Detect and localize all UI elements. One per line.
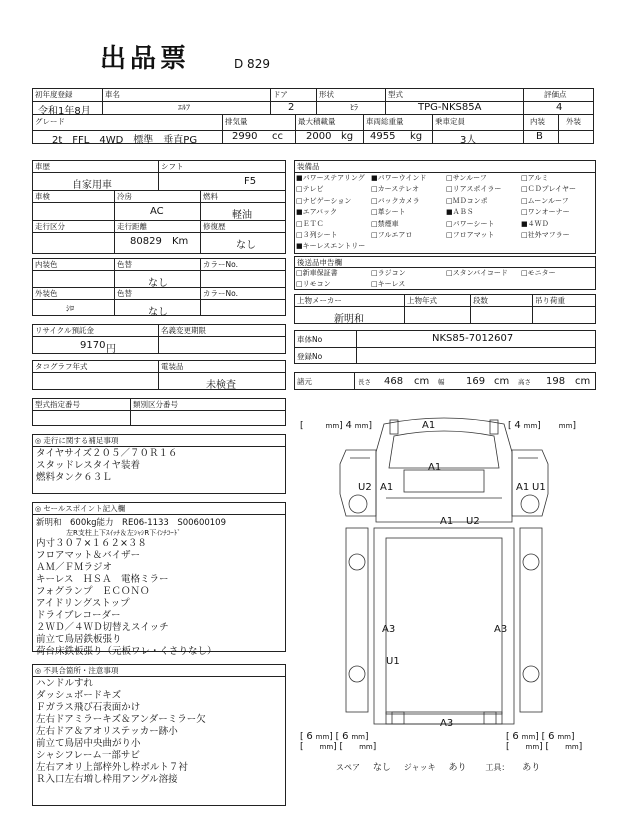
- ext-color-label: 外装色: [35, 289, 58, 298]
- inspection-label: 車検: [35, 192, 50, 201]
- mark-right-mirror: U1: [532, 482, 546, 493]
- sales-line: 前立て鳥居鉄板張り: [36, 634, 122, 645]
- equipment-item: □リアスポイラー: [446, 185, 502, 194]
- model-value: TPG-NKS85A: [418, 102, 482, 113]
- gvw-value: 4955: [370, 131, 396, 142]
- equipment-item: ■エアバック: [296, 208, 338, 217]
- class-number-label: 類別区分番号: [133, 400, 178, 409]
- defect-title: ◎ 不具合箇所・注意事項: [35, 666, 119, 675]
- cooler-label: 冷房: [117, 192, 132, 201]
- equipment-item: □キーレス: [371, 280, 406, 288]
- equipment-item: □新車保証書: [296, 269, 338, 277]
- spare-label: スペア: [336, 763, 360, 772]
- shape-label: 形状: [319, 90, 334, 99]
- equipment-item: □スタンバイコード: [446, 269, 508, 277]
- repair-label: 修復歴: [203, 222, 226, 231]
- interior-grade: B: [536, 131, 543, 142]
- mark-left-gate: A3: [382, 624, 396, 635]
- max-load-label: 最大積載量: [298, 117, 336, 126]
- running-line: 燃料タンク６３Ｌ: [36, 472, 112, 483]
- history-label: 車歴: [35, 162, 50, 171]
- interior-label: 内装: [530, 117, 545, 126]
- equipment-item: □バックカメラ: [371, 196, 420, 205]
- door-label: ドア: [273, 90, 288, 99]
- defect-line: 左右ドア＆アオリステッカー跡小: [36, 726, 178, 737]
- equipment-item: □ＭＤコンポ: [446, 196, 488, 205]
- history-value: 自家用車: [72, 180, 112, 191]
- mileage-unit: Km: [172, 236, 189, 247]
- width-value: 169: [466, 376, 486, 387]
- cooler-value: AC: [150, 206, 164, 217]
- equipment-item: □サンルーフ: [446, 174, 487, 182]
- equipment-title: 装備品: [297, 162, 320, 171]
- sales-line: フォグランプ ＥＣＯＮＯ: [36, 586, 150, 597]
- equipment-item: □ナビゲーション: [296, 196, 352, 205]
- grade-label: グレード: [35, 117, 65, 126]
- defect-notes: [36, 678, 206, 786]
- mark-rear-gate: A3: [440, 718, 454, 729]
- mark-front-gate-1: A1: [440, 516, 454, 527]
- int-color-change: なし: [148, 278, 168, 289]
- equipment-item: □モニター: [521, 269, 556, 277]
- equipment-item: □パワーシート: [446, 219, 495, 228]
- mark-right-door: A1: [516, 482, 530, 493]
- hoist-label: 吊り荷重: [535, 296, 565, 305]
- defect-line: Ｒ入口左右増し枠用アングル溶接: [36, 774, 178, 785]
- exterior-label: 外装: [566, 117, 581, 126]
- sales-line: アイドリングストップ: [36, 598, 130, 609]
- tire-front-right: [ 4 mm] mm]: [508, 420, 576, 431]
- running-line: タイヤサイズ２０５／７０Ｒ１６: [36, 448, 178, 459]
- name-change-label: 名義変更期限: [161, 326, 206, 335]
- gvw-label: 車両総重量: [366, 117, 404, 126]
- defect-line: 左右ドアミラーキズ＆アンダーミラー欠: [36, 714, 206, 725]
- equipment-item: □禁煙車: [371, 219, 399, 228]
- equipment-item: □テレビ: [296, 185, 324, 194]
- maker-value: 新明和: [334, 314, 364, 325]
- first-reg-value: 令和1年8月: [38, 106, 91, 117]
- mark-front-glass: A1: [422, 420, 436, 431]
- sales-line: ＡＭ／ＦＭラジオ: [36, 562, 113, 573]
- accessories-row: [336, 760, 540, 773]
- chassis-value: NKS85-7012607: [432, 333, 514, 344]
- mark-left-door: A1: [380, 482, 394, 493]
- gvw-unit: kg: [410, 131, 423, 142]
- fuel-value: 軽油: [232, 210, 252, 221]
- shift-label: シフト: [161, 162, 184, 171]
- length-label: 長さ: [358, 378, 371, 386]
- defect-line: 前立て鳥居中央曲がり小: [36, 738, 141, 749]
- equipment-item: □ＥＴＣ: [296, 219, 324, 228]
- running-notes: [36, 448, 178, 484]
- equipment-item: □ＣＤプレイヤー: [521, 185, 576, 194]
- equipment-item: □カーステレオ: [371, 185, 419, 194]
- dims-label: 諸元: [297, 377, 312, 386]
- eval-value: 4: [556, 102, 563, 113]
- jack-label: ジャッキ: [403, 763, 436, 772]
- running-notes-title: ◎ 走行に関する補足事項: [35, 436, 119, 445]
- displacement-label: 排気量: [225, 117, 248, 126]
- width-unit: cm: [494, 376, 510, 387]
- mark-right-gate: A3: [494, 624, 508, 635]
- mark-front-gate-2: U2: [466, 516, 480, 527]
- ext-color-change-label: 色替: [117, 289, 132, 298]
- capacity-label: 乗車定員: [435, 117, 465, 126]
- body-year-label: 上物年式: [407, 296, 437, 305]
- recycle-unit: 円: [106, 344, 116, 355]
- equipment-item: ■キーレスエントリー: [296, 242, 366, 251]
- after-items-title: 後送品申告欄: [297, 258, 342, 267]
- height-label: 高さ: [518, 378, 531, 386]
- mileage-value: 80829: [130, 236, 162, 247]
- eval-label: 評価点: [544, 90, 567, 99]
- equipment-item: □アルミ: [521, 174, 549, 182]
- length-value: 468: [384, 376, 404, 387]
- model-cert-label: 型式指定番号: [35, 400, 80, 409]
- running-line: スタッドレスタイヤ装着: [36, 460, 141, 471]
- int-color-change-label: 色替: [117, 260, 132, 269]
- sales-line: 荷台床鉄板張り（元板ワレ・くさりなし）: [36, 646, 217, 657]
- tire-rear-left: [ 6 mm] [ 6 mm] [ mm] [ mm]: [300, 731, 377, 752]
- equipment-item: □革シート: [371, 208, 406, 217]
- registration-label: 登録No: [297, 352, 323, 361]
- sales-line: フロアマット＆バイザー: [36, 550, 141, 561]
- equipment-item: ■ＡＢＳ: [446, 208, 474, 217]
- car-name-value: ｴﾙﾌ: [178, 103, 190, 112]
- int-color-label: 内装色: [35, 260, 58, 269]
- shape-value: ﾋﾗ: [350, 103, 358, 112]
- sales-line: 内寸３０７×１６２×３８: [36, 538, 147, 549]
- defect-line: 左右アオリ上部梓外し枠ボルト７衬: [36, 762, 188, 773]
- page-title: 出品票: [100, 44, 191, 74]
- recycle-value: 9170: [80, 340, 106, 351]
- equipment-item: □ワンオーナー: [521, 208, 570, 217]
- capacity-value: 3人: [460, 135, 477, 146]
- sales-line: 新明和 600kg能力 RE06-1133 S00600109: [36, 518, 226, 528]
- recycle-label: リサイクル預託金: [35, 326, 94, 335]
- shift-value: F5: [244, 176, 257, 187]
- ext-color-value: ｼﾛ: [66, 304, 74, 313]
- mark-left-mirror: U2: [358, 482, 372, 493]
- height-value: 198: [546, 376, 566, 387]
- sales-line: ２ＷＤ／４ＷＤ切替えスイッチ: [36, 622, 169, 633]
- sales-line: キーレス ＨＳＡ 電格ミラー: [36, 574, 169, 585]
- sales-points: [36, 517, 226, 658]
- ext-color-change: なし: [148, 307, 168, 318]
- equipment-item: □ムーンルーフ: [521, 196, 569, 205]
- ext-color-no-label: カラーNo.: [203, 289, 238, 298]
- car-name-label: 車名: [105, 90, 120, 99]
- equipment-item: □リモコン: [296, 280, 331, 288]
- length-unit: cm: [414, 376, 430, 387]
- electrical-value: 未検査: [206, 380, 236, 391]
- document-number: D 829: [234, 57, 270, 71]
- int-color-no-label: カラーNo.: [203, 260, 238, 269]
- sales-line: ドライブレコーダー: [36, 610, 121, 621]
- defect-line: Ｆガラス飛び石表面かけ: [36, 702, 141, 713]
- first-reg-label: 初年度登録: [35, 90, 73, 99]
- tools-label: 工具：: [485, 763, 510, 772]
- defect-line: シャシフレーム一部サビ: [36, 750, 140, 761]
- tacho-label: タコグラフ年式: [35, 362, 88, 371]
- displacement-unit: cc: [272, 131, 283, 142]
- width-label: 幅: [438, 378, 445, 386]
- fuel-label: 燃料: [203, 192, 218, 201]
- equipment-item: □フルエアロ: [371, 231, 413, 239]
- max-load-unit: kg: [341, 131, 354, 142]
- displacement-value: 2990: [232, 131, 258, 142]
- jack-value: あり: [448, 763, 467, 773]
- truck-diagram: [294, 412, 596, 732]
- equipment-item: □３列シート: [296, 231, 338, 239]
- equipment-item: □ラジコン: [371, 269, 406, 277]
- equipment-item: □フロアマット: [446, 231, 495, 239]
- grade-value: 2t FFL 4WD 標準 垂直PG: [52, 135, 198, 146]
- repair-value: なし: [236, 240, 256, 251]
- equipment-item: ■パワーウインド: [371, 174, 427, 182]
- maker-label: 上物メーカー: [297, 296, 342, 305]
- electrical-label: 電装品: [161, 362, 184, 371]
- mark-cab-front: A1: [428, 462, 442, 473]
- sales-line: 左R支柱上下ｽｲｯﾁ＆左ｼｬｼR下ｲﾝﾁｺｰﾄﾞ: [66, 529, 181, 537]
- door-value: 2: [288, 102, 295, 113]
- steps-label: 段数: [473, 296, 488, 305]
- defect-line: ハンドルすれ: [36, 678, 94, 689]
- tire-front-left: [ mm] 4 mm]: [300, 420, 372, 431]
- sales-title: ◎ セールスポイント記入欄: [35, 504, 126, 513]
- mark-frame: U1: [386, 656, 400, 667]
- height-unit: cm: [575, 376, 591, 387]
- tire-rear-right: [ 6 mm] [ 6 mm] [ mm] [ mm]: [506, 731, 583, 752]
- mileage-label: 走行距離: [117, 222, 147, 231]
- model-label: 型式: [388, 90, 403, 99]
- equipment-item: ■パワーステアリング: [296, 174, 365, 182]
- chassis-label: 車体No: [297, 335, 323, 344]
- equipment-item: □社外マフラー: [521, 231, 570, 239]
- tools-value: あり: [522, 763, 541, 773]
- equipment-item: ■４ＷＤ: [521, 219, 549, 228]
- spare-value: なし: [372, 763, 391, 773]
- mileage-type-label: 走行区分: [35, 222, 65, 231]
- max-load-value: 2000: [306, 131, 332, 142]
- defect-line: ダッシュボードキズ: [36, 690, 122, 701]
